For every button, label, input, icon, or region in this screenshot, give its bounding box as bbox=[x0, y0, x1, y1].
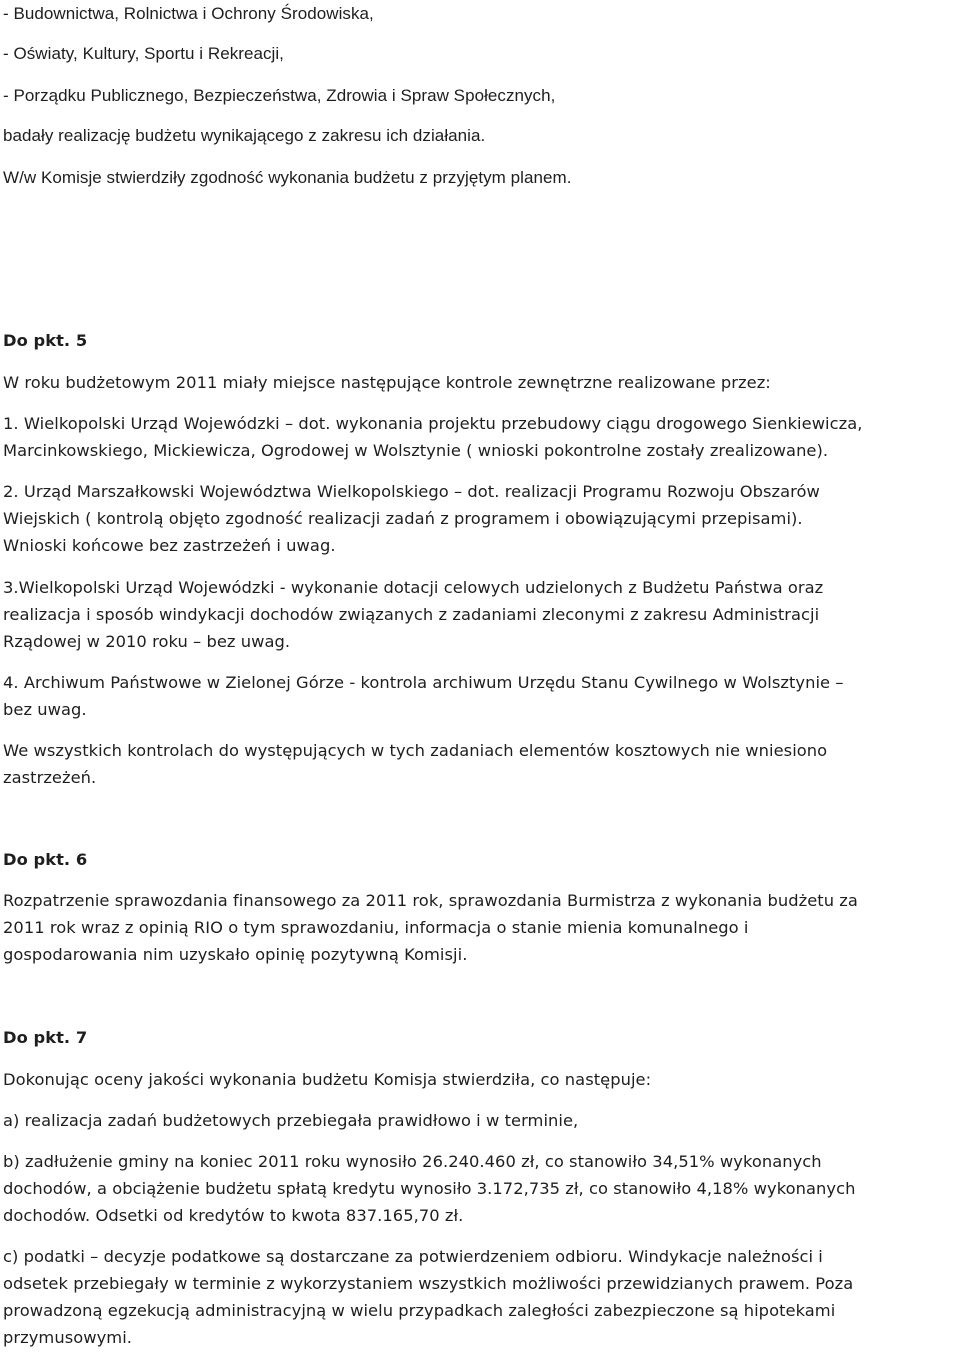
pkt5-item1-line-1: 1. Wielkopolski Urząd Wojewódzki – dot. wykonania projektu przebudowy ciągu drogowego Sienkiewicza, bbox=[3, 414, 863, 433]
intro-line-1: - Budownictwa, Rolnictwa i Ochrony Środowiska, bbox=[3, 4, 374, 23]
pkt7-c-line-2: odsetek przebiegały w terminie z wykorzystaniem wszystkich możliwości przewidzianych prawem. Poza bbox=[3, 1274, 854, 1293]
pkt6-line-1: Rozpatrzenie sprawozdania finansowego za 2011 rok, sprawozdania Burmistrza z wykonania budżetu za bbox=[3, 891, 858, 910]
intro-line-4: badały realizację budżetu wynikającego z zakresu ich działania. bbox=[3, 126, 486, 145]
pkt5-item3-line-1: 3.Wielkopolski Urząd Wojewódzki - wykonanie dotacji celowych udzielonych z Budżetu Państwa oraz bbox=[3, 578, 824, 597]
pkt7-c-line-3: prowadzoną egzekucją administracyjną w wielu przypadkach zaległości zabezpieczone są hipotekami bbox=[3, 1301, 836, 1320]
pkt6-line-2: 2011 rok wraz z opinią RIO o tym sprawozdaniu, informacja o stanie mienia komunalnego i bbox=[3, 918, 749, 937]
intro-line-5: W/w Komisje stwierdziły zgodność wykonania budżetu z przyjętym planem. bbox=[3, 168, 572, 187]
pkt6-heading: Do pkt. 6 bbox=[3, 850, 88, 869]
pkt7-heading: Do pkt. 7 bbox=[3, 1028, 88, 1047]
pkt5-heading: Do pkt. 5 bbox=[3, 331, 88, 350]
pkt5-summary-line-2: zastrzeżeń. bbox=[3, 768, 97, 787]
pkt5-item3-line-3: Rządowej w 2010 roku – bez uwag. bbox=[3, 632, 291, 651]
pkt5-item4-line-1: 4. Archiwum Państwowe w Zielonej Górze - kontrola archiwum Urzędu Stanu Cywilnego w Wolsztynie – bbox=[3, 673, 844, 692]
pkt5-summary-line-1: We wszystkich kontrolach do występujących w tych zadaniach elementów kosztowych nie wniesiono bbox=[3, 741, 828, 760]
pkt6-line-3: gospodarowania nim uzyskało opinię pozytywną Komisji. bbox=[3, 945, 468, 964]
pkt7-b-line-3: dochodów. Odsetki od kredytów to kwota 837.165,70 zł. bbox=[3, 1206, 464, 1225]
pkt5-item4-line-2: bez uwag. bbox=[3, 700, 87, 719]
pkt7-b-line-1: b) zadłużenie gminy na koniec 2011 roku wynosiło 26.240.460 zł, co stanowiło 34,51% wykonanych bbox=[3, 1152, 822, 1171]
pkt5-item2-line-2: Wiejskich ( kontrolą objęto zgodność realizacji zadań z programem i obowiązującymi przepisami). bbox=[3, 509, 803, 528]
pkt7-c-line-1: c) podatki – decyzje podatkowe są dostarczane za potwierdzeniem odbioru. Windykacje należności i bbox=[3, 1247, 823, 1266]
pkt7-a-line-1: a) realizacja zadań budżetowych przebiegała prawidłowo i w terminie, bbox=[3, 1111, 579, 1130]
intro-line-3: - Porządku Publicznego, Bezpieczeństwa, Zdrowia i Spraw Społecznych, bbox=[3, 86, 556, 105]
pkt7-c-line-4: przymusowymi. bbox=[3, 1328, 132, 1347]
pkt7-b-line-2: dochodów, a obciążenie budżetu spłatą kredytu wynosiło 3.172,735 zł, co stanowiło 4,18% wykonanych bbox=[3, 1179, 856, 1198]
pkt5-intro: W roku budżetowym 2011 miały miejsce następujące kontrole zewnętrzne realizowane przez: bbox=[3, 373, 771, 392]
intro-line-2: - Oświaty, Kultury, Sportu i Rekreacji, bbox=[3, 44, 284, 63]
pkt5-item2-line-3: Wnioski końcowe bez zastrzeżeń i uwag. bbox=[3, 536, 336, 555]
pkt5-item3-line-2: realizacja i sposób windykacji dochodów związanych z zadaniami zleconymi z zakresu Administracji bbox=[3, 605, 820, 624]
pkt5-item2-line-1: 2. Urząd Marszałkowski Województwa Wielkopolskiego – dot. realizacji Programu Rozwoju Obszarów bbox=[3, 482, 820, 501]
pkt5-item1-line-2: Marcinkowskiego, Mickiewicza, Ogrodowej w Wolsztynie ( wnioski pokontrolne zostały zrealizowane). bbox=[3, 441, 829, 460]
pkt7-intro: Dokonując oceny jakości wykonania budżetu Komisja stwierdziła, co następuje: bbox=[3, 1070, 652, 1089]
